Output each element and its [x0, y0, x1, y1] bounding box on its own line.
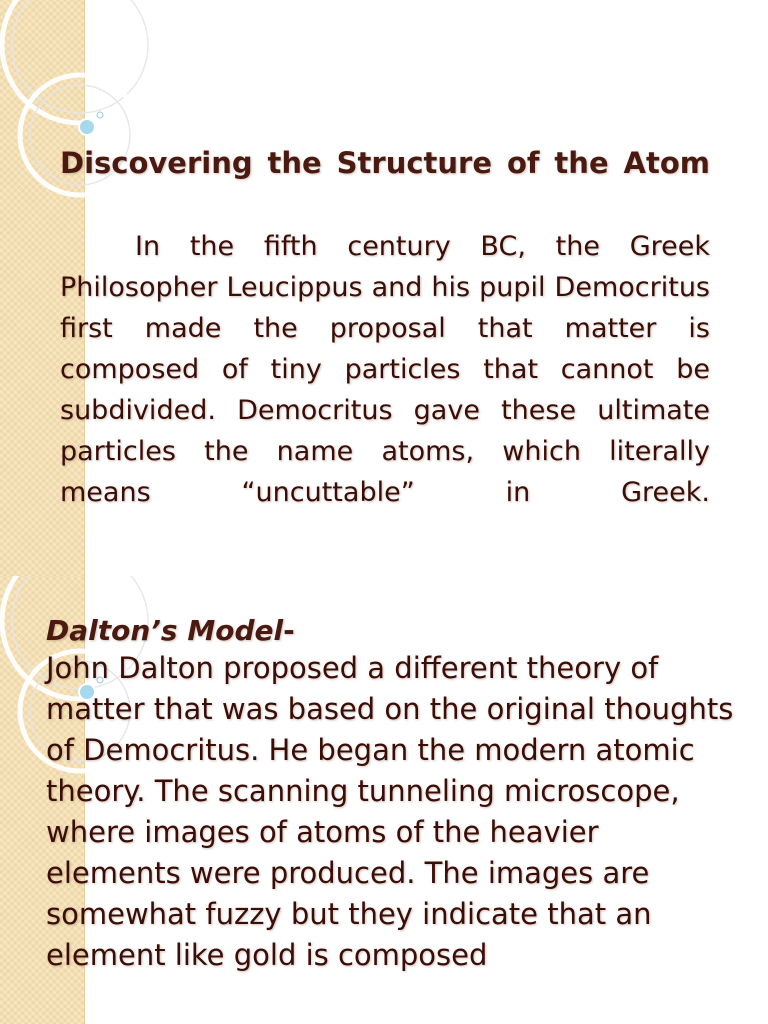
bubble-small-icon — [97, 112, 103, 118]
bubble-large-icon — [79, 119, 95, 135]
page-title: Discovering the Structure of the Atom — [60, 146, 710, 180]
section-heading-name: Dalton’s Model — [46, 614, 284, 647]
section-heading-dash: - — [283, 614, 295, 647]
slide-2 — [0, 576, 768, 1024]
section-heading — [46, 610, 736, 651]
dalton-paragraph: John Dalton proposed a different theory of matter that was based on the original thoughts of Democritus. He began the modern atomic theory. The scanning tunneling microscope, where images of atoms of the heavier elements were produced. The images are somewhat fuzzy but they indicate that an element like gold is composed — [46, 651, 734, 972]
intro-paragraph: In the fifth century BC, the Greek Philosopher Leucippus and his pupil Democritus first made the proposal that matter is composed of tiny particles that cannot be subdivided. Democritus gave these ultimate particles the name atoms, which literally means “uncuttable” in Greek. — [60, 231, 710, 508]
decorative-arcs-icon — [0, 0, 160, 220]
